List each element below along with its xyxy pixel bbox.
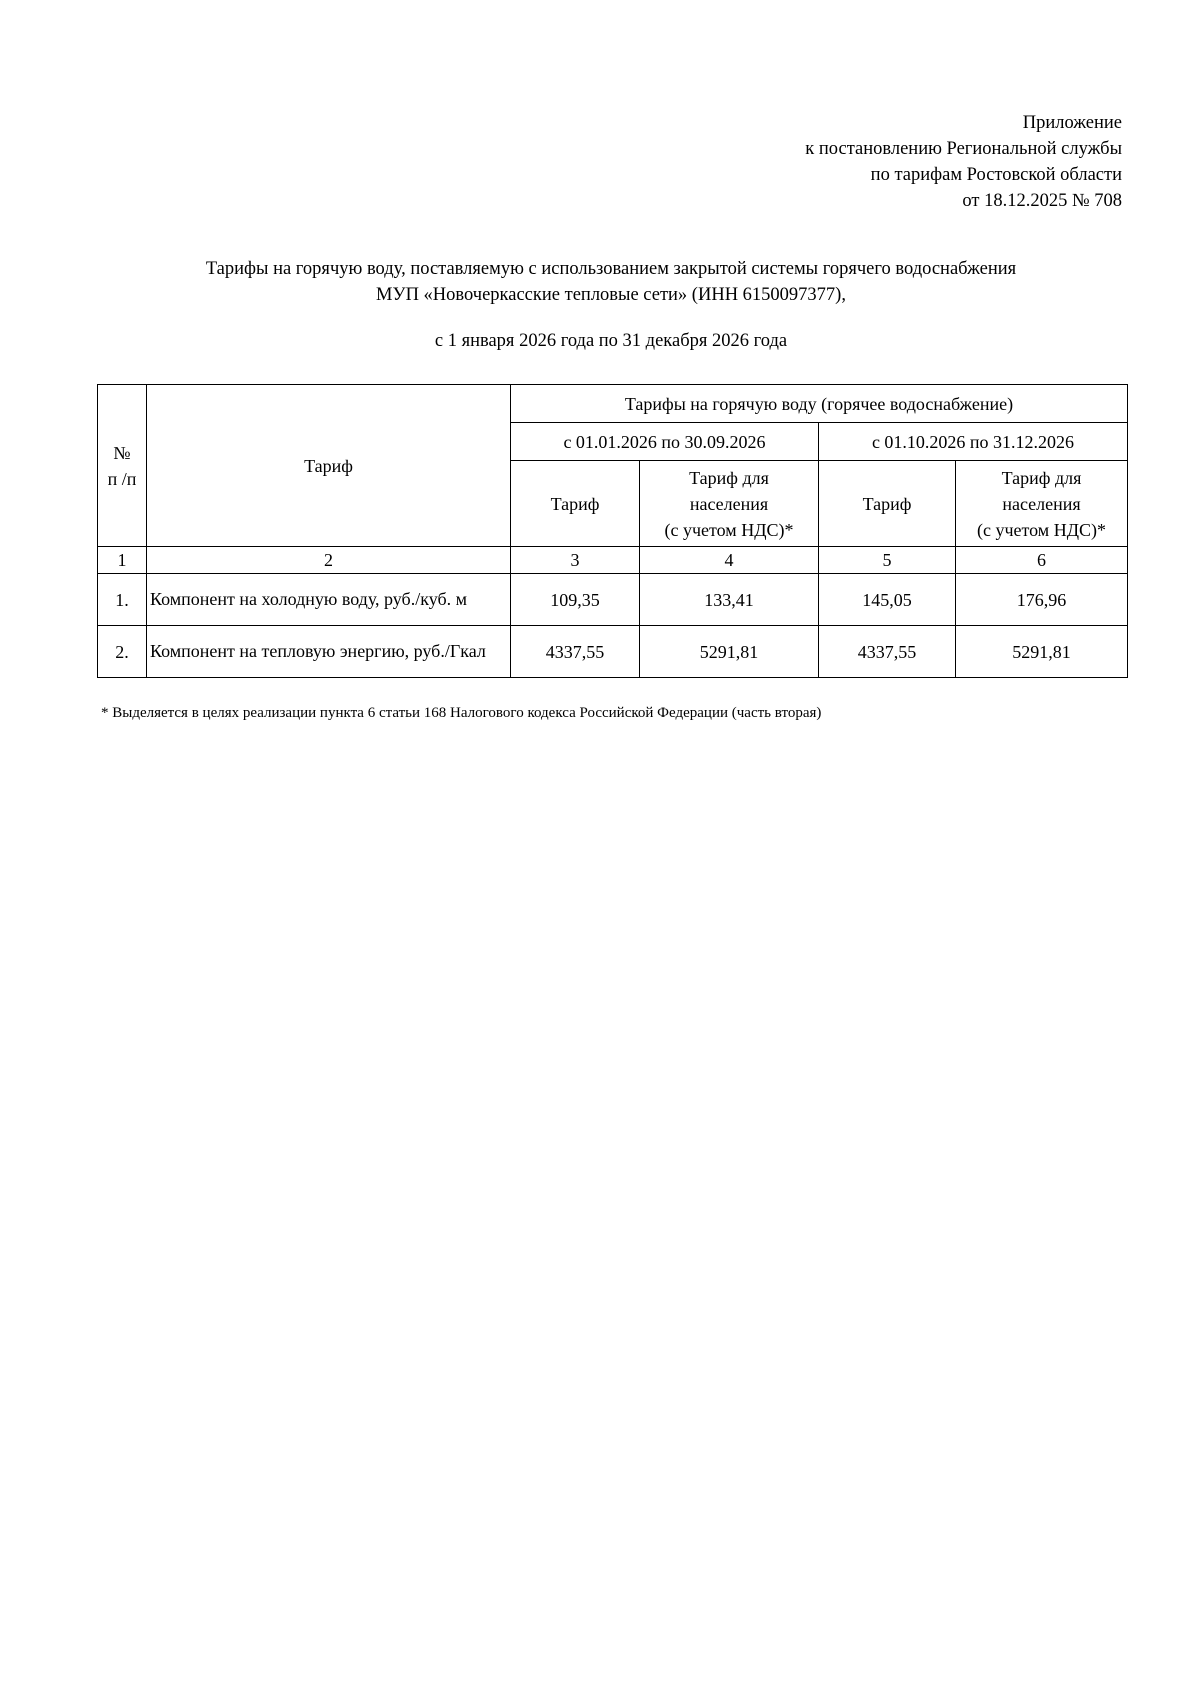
row-name: Компонент на тепловую энергию, руб./Гкал <box>147 626 511 678</box>
row-value: 145,05 <box>819 574 956 626</box>
header-pop-line-1: Тариф для <box>689 467 769 488</box>
title-line-1: Тарифы на горячую воду, поставляемую с использованием закрытой системы горячего водоснабжения <box>205 259 1017 279</box>
appendix-line-3: по тарифам Ростовской области <box>870 165 1122 185</box>
column-number: 4 <box>640 547 819 574</box>
row-value: 109,35 <box>511 574 640 626</box>
row-number: 1. <box>98 574 147 626</box>
header-period-1: с 01.01.2026 по 30.09.2026 <box>511 423 819 461</box>
column-number-row <box>98 547 1128 574</box>
header-period-2: с 01.10.2026 по 31.12.2026 <box>819 423 1128 461</box>
column-number: 5 <box>819 547 956 574</box>
row-name: Компонент на холодную воду, руб./куб. м <box>147 574 511 626</box>
column-number: 3 <box>511 547 640 574</box>
header-pop-line-2: населения <box>1002 493 1081 514</box>
header-group: Тарифы на горячую воду (горячее водоснабжение) <box>511 385 1128 423</box>
header-pop-line-2: населения <box>689 493 769 514</box>
table-row <box>98 626 1128 678</box>
appendix-header <box>662 110 1122 214</box>
appendix-line-4: от 18.12.2025 № 708 <box>962 191 1122 211</box>
validity-period: с 1 января 2026 года по 31 декабря 2026 года <box>434 331 788 351</box>
row-value: 176,96 <box>956 574 1128 626</box>
row-value: 5291,81 <box>956 626 1128 678</box>
row-number: 2. <box>98 626 147 678</box>
header-tariff-name: Тариф <box>147 385 511 547</box>
header-pop-line-1: Тариф для <box>1001 467 1082 488</box>
appendix-line-1: Приложение <box>1022 113 1122 133</box>
header-col-tariff-2: Тариф <box>819 461 956 547</box>
footnote: * Выделяется в целях реализации пункта 6 статьи 168 Налогового кодекса Российской Федерации (часть вторая) <box>101 705 822 721</box>
row-value: 4337,55 <box>819 626 956 678</box>
table-header-row-1 <box>98 385 1128 423</box>
header-col-population-1 <box>640 461 819 547</box>
header-row-number <box>98 385 147 547</box>
header-number-abbr: п /п <box>107 468 137 489</box>
column-number: 2 <box>147 547 511 574</box>
header-col-tariff-1: Тариф <box>511 461 640 547</box>
appendix-line-2: к постановлению Региональной службы <box>805 139 1122 159</box>
column-number: 6 <box>956 547 1128 574</box>
tariff-table <box>97 384 1128 678</box>
row-value: 5291,81 <box>640 626 819 678</box>
row-value: 133,41 <box>640 574 819 626</box>
header-number-sign: № <box>113 442 131 463</box>
table-row <box>98 574 1128 626</box>
column-number: 1 <box>98 547 147 574</box>
title-line-2: МУП «Новочеркасские тепловые сети» (ИНН 6150097377), <box>376 285 846 305</box>
header-pop-line-3: (с учетом НДС)* <box>977 519 1106 540</box>
header-col-population-2 <box>956 461 1128 547</box>
document-title <box>98 256 1124 308</box>
row-value: 4337,55 <box>511 626 640 678</box>
header-pop-line-3: (с учетом НДС)* <box>664 519 794 540</box>
